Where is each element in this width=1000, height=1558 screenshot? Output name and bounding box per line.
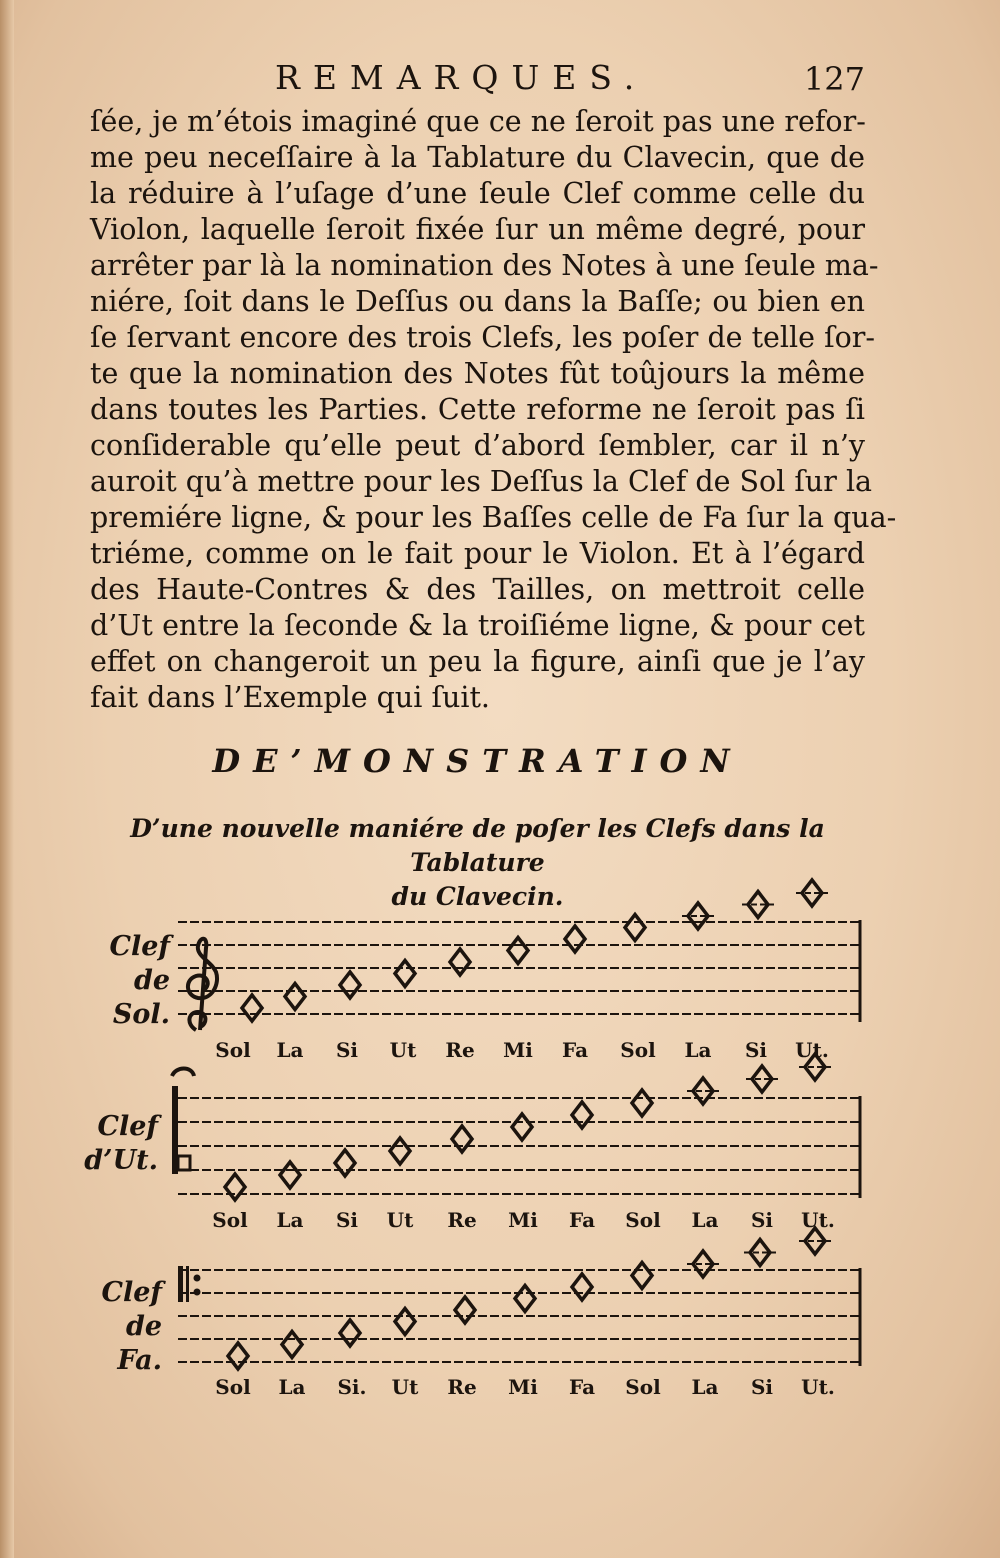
note-head-icon xyxy=(390,1138,410,1164)
text-line: Violon, laquelle ſeroit fixée ſur un même degré, pour xyxy=(90,213,865,246)
note-name: Mi xyxy=(508,1208,538,1232)
f-clef-icon xyxy=(178,1266,201,1302)
text-line: dans toutes les Parties. Cette reforme ne ſeroit pas ſi xyxy=(90,393,865,426)
note-name: La xyxy=(691,1375,719,1399)
note-name: Re xyxy=(447,1208,477,1232)
note-head-icon xyxy=(750,1240,770,1266)
note-head-icon xyxy=(282,1332,302,1358)
text-line: auroit qu’à mettre pour les Deſſus la Clef de Sol ſur la xyxy=(90,465,873,498)
note-head-icon xyxy=(340,972,360,998)
treble-clef-icon xyxy=(188,939,217,1030)
note-name: Sol xyxy=(215,1375,251,1399)
note-name: Si. xyxy=(337,1375,367,1399)
text-line: effet on changeroit un peu la figure, ainſi que je l’ay xyxy=(90,645,865,678)
note-name: Fa xyxy=(568,1208,596,1232)
note-head-icon xyxy=(450,949,470,975)
note-head-icon xyxy=(512,1114,532,1140)
note-head-icon xyxy=(572,1102,592,1128)
note-name: Sol xyxy=(620,1038,656,1062)
text-line: te que la nomination des Notes fût toûjours la même xyxy=(90,357,865,390)
note-head-icon xyxy=(565,926,585,952)
note-name: Si xyxy=(335,1208,359,1232)
note-name: Ut xyxy=(386,1208,414,1232)
subtitle-line: du Clavecin. xyxy=(391,882,564,911)
note-head-icon xyxy=(340,1320,360,1346)
note-name: Sol xyxy=(215,1038,251,1062)
text-line: la réduire à l’uſage d’une ſeule Clef comme celle du xyxy=(90,177,865,210)
note-name: Fa xyxy=(568,1375,596,1399)
note-name: Ut xyxy=(389,1038,417,1062)
clef-label-sol xyxy=(80,930,170,1032)
note-name: Sol xyxy=(625,1375,661,1399)
clef-label-line: Clef xyxy=(101,1277,162,1308)
note-head-icon xyxy=(228,1343,248,1369)
running-title: REMARQUES. xyxy=(275,58,648,97)
note-name: Si xyxy=(750,1375,774,1399)
section-heading: DE’MONSTRATION xyxy=(212,742,743,780)
note-name: Ut. xyxy=(801,1375,835,1399)
note-name: La xyxy=(278,1375,306,1399)
note-head-icon xyxy=(225,1174,245,1200)
note-name: Sol xyxy=(212,1208,248,1232)
note-name: Mi xyxy=(503,1038,533,1062)
note-name: Si xyxy=(335,1038,359,1062)
note-head-icon xyxy=(452,1126,472,1152)
note-head-icon xyxy=(693,1078,713,1104)
note-head-icon xyxy=(395,961,415,987)
clef-label-line: de Sol. xyxy=(112,965,170,1030)
page-number: 127 xyxy=(803,60,865,98)
note-name: Si xyxy=(744,1038,768,1062)
note-name: Fa xyxy=(561,1038,589,1062)
note-head-icon xyxy=(280,1162,300,1188)
note-head-icon xyxy=(455,1297,475,1323)
note-name: La xyxy=(684,1038,712,1062)
clef-label-line: Clef xyxy=(109,931,170,962)
note-name: Re xyxy=(447,1375,477,1399)
note-head-icon xyxy=(632,1090,652,1116)
text-line: niére, ſoit dans le Deſſus ou dans la Baſſe; ou bien en xyxy=(90,285,865,318)
note-name: Ut xyxy=(391,1375,419,1399)
text-line: d’Ut entre la ſeconde & la troiſiéme ligne, & pour cet xyxy=(90,609,865,642)
text-line: ſe ſervant encore des trois Clefs, les poſer de telle ſor- xyxy=(90,321,876,354)
c-clef-icon xyxy=(172,1069,194,1175)
note-name: La xyxy=(276,1208,304,1232)
clef-label-fa xyxy=(72,1276,162,1378)
clef-label-ut xyxy=(68,1110,158,1178)
text-line: ſée, je m’étois imaginé que ce ne ſeroit pas une refor- xyxy=(90,105,866,138)
page-header xyxy=(90,58,865,102)
note-head-icon xyxy=(515,1286,535,1312)
note-head-icon xyxy=(335,1150,355,1176)
text-line: triéme, comme on le fait pour le Violon. Et à l’égard xyxy=(90,537,865,570)
note-head-icon xyxy=(285,984,305,1010)
text-line: conſiderable qu’elle peut d’abord ſembler, car il n’y xyxy=(90,429,865,462)
text-line: arrêter par là la nomination des Notes à une ſeule ma- xyxy=(90,249,879,282)
note-name: Si xyxy=(750,1208,774,1232)
note-name: Ut. xyxy=(795,1038,829,1062)
note-name: Mi xyxy=(508,1375,538,1399)
note-head-icon xyxy=(395,1309,415,1335)
note-name: Ut. xyxy=(801,1208,835,1232)
clef-label-line: de Fa. xyxy=(117,1311,162,1376)
note-name: Re xyxy=(445,1038,475,1062)
body-paragraph xyxy=(90,104,897,716)
text-line: des Haute-Contres & des Tailles, on mettroit celle xyxy=(90,573,865,606)
note-name: La xyxy=(276,1038,304,1062)
note-head-icon xyxy=(242,995,262,1021)
clef-label-line: Clef xyxy=(97,1111,158,1142)
note-name: Sol xyxy=(625,1208,661,1232)
note-head-icon xyxy=(572,1274,592,1300)
note-head-icon xyxy=(508,938,528,964)
text-line: fait dans l’Exemple qui ſuit. xyxy=(90,681,490,714)
section-subtitle xyxy=(90,812,865,914)
text-line: premiére ligne, & pour les Baſſes celle de Fa ſur la qua- xyxy=(90,501,897,534)
page-edge xyxy=(0,0,14,1558)
subtitle-line: D’une nouvelle maniére de poſer les Clefs dans la Tablature xyxy=(130,814,825,877)
note-head-icon xyxy=(752,1066,772,1092)
text-line: me peu neceſſaire à la Tablature du Clavecin, que de xyxy=(90,141,865,174)
note-head-icon xyxy=(625,915,645,941)
clef-label-line: d’Ut. xyxy=(84,1145,158,1176)
note-head-icon xyxy=(632,1263,652,1289)
note-head-icon xyxy=(693,1251,713,1277)
note-name: La xyxy=(691,1208,719,1232)
